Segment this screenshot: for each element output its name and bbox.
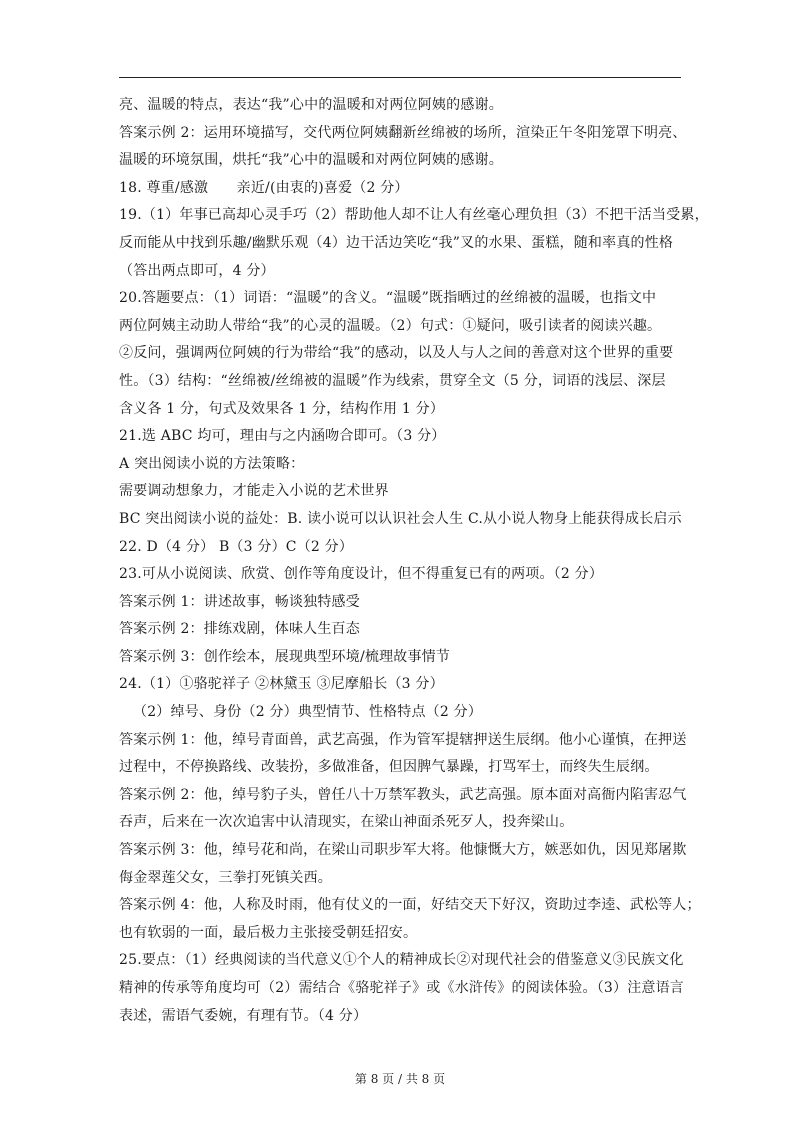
text-line: 两位阿姨主动助人带给“我”的心灵的温暖。（2）句式：①疑问，吸引读者的阅读兴趣。 — [119, 317, 662, 334]
text-line: 19.（1）年事已高却心灵手巧（2）帮助他人却不让人有丝毫心理负担（3）不把干活当受累， — [119, 207, 709, 224]
header-rule — [119, 77, 681, 78]
text-line: 答案示例 2：他，绰号豹子头，曾任八十万禁军教头，武艺高强。原本面对高衙内陷害忍气 — [119, 786, 687, 803]
answer-text-body — [119, 92, 709, 1030]
text-line: 过程中，不停换路线、改装扮，多做准备，但因脾气暴躁，打骂军士，而终失生辰纲。 — [119, 759, 659, 776]
page-number-footer: 第 8 页 / 共 8 页 — [354, 1072, 446, 1086]
text-line: 表述，需语气委婉，有理有节。（4 分） — [119, 1007, 368, 1024]
text-line: 21.选 ABC 均可，理由与之内涵吻合即可。（3 分） — [119, 428, 446, 445]
text-line: 含义各 1 分，句式及效果各 1 分，结构作用 1 分） — [119, 400, 445, 417]
text-line: 答案示例 1：他，绰号青面兽，武艺高强，作为管军提辖押送生辰纲。他小心谨慎，在押送 — [119, 731, 687, 748]
text-line: （2）绰号、身份（2 分）典型情节、性格特点（2 分） — [133, 704, 483, 721]
text-line: A 突出阅读小说的方法策略： — [119, 455, 305, 472]
text-line: 答案示例 2：运用环境描写，交代两位阿姨翻新丝绵被的场所，渲染正午冬阳笼罩下明亮、 — [119, 124, 687, 141]
text-line: （答出两点即可，4 分） — [119, 262, 275, 279]
text-line: 答案示例 1：讲述故事，畅谈独特感受 — [119, 593, 360, 610]
text-line: 温暖的环境氛围，烘托“我”心中的温暖和对两位阿姨的感谢。 — [119, 152, 503, 169]
text-line: 需要调动想象力，才能走入小说的艺术世界 — [119, 483, 389, 500]
text-line: BC 突出阅读小说的益处：B. 读小说可以认识社会人生 C.从小说人物身上能获得成长启示 — [119, 510, 682, 527]
text-line: 25.要点：（1）经典阅读的当代意义①个人的精神成长②对现代社会的借鉴意义③民族文化 — [119, 952, 684, 969]
text-line: 亮、温暖的特点，表达“我”心中的温暖和对两位阿姨的感谢。 — [119, 97, 503, 113]
text-line: 18. 尊重/感激 亲近/(由衷的)喜爱（2 分） — [119, 179, 409, 196]
text-line: ②反问，强调两位阿姨的行为带给“我”的感动，以及人与人之间的善意对这个世界的重要 — [119, 345, 674, 362]
text-line: 24.（1）①骆驼祥子 ②林黛玉 ③尼摩船长（3 分） — [119, 676, 444, 693]
text-line: 22. D（4 分） B（3 分）C（2 分） — [119, 538, 354, 555]
text-line: 答案示例 4：他，人称及时雨，他有仗义的一面，好结交天下好汉，资助过李逵、武松等人； — [119, 897, 701, 914]
text-line: 精神的传承等角度均可（2）需结合《骆驼祥子》或《水浒传》的阅读体验。（3）注意语言 — [119, 980, 685, 996]
text-line: 反而能从中找到乐趣/幽默乐观（4）边干活边笑吃“我”叉的水果、蛋糕，随和率真的性格 — [119, 234, 674, 251]
text-line: 侮金翠莲父女，三拳打死镇关西。 — [119, 869, 332, 886]
text-line: 性。（3）结构：“丝绵被/丝绵被的温暖”作为线索，贯穿全文（5 分，词语的浅层、深层 — [119, 372, 666, 389]
text-line: 吞声，后来在一次次追害中认清现实，在梁山神面杀死歹人，投奔梁山。 — [119, 814, 574, 831]
text-line: 答案示例 2：排练戏剧，体味人生百态 — [119, 621, 360, 638]
text-line: 答案示例 3：他，绰号花和尚，在梁山司职步军大将。他慷慨大方，嫉恶如仇，因见郑屠欺 — [119, 842, 687, 859]
text-line: 也有软弱的一面，最后极力主张接受朝廷招安。 — [119, 924, 418, 941]
text-line: 20.答题要点：（1）词语：“温暖”的含义。“温暖”既指晒过的丝绵被的温暖，也指文中 — [119, 290, 657, 307]
text-line: 答案示例 3：创作绘本，展现典型环境/梳理故事情节 — [119, 648, 451, 665]
text-line: 23.可从小说阅读、欣赏、创作等角度设计，但不得重复已有的两项。（2 分） — [119, 566, 604, 583]
